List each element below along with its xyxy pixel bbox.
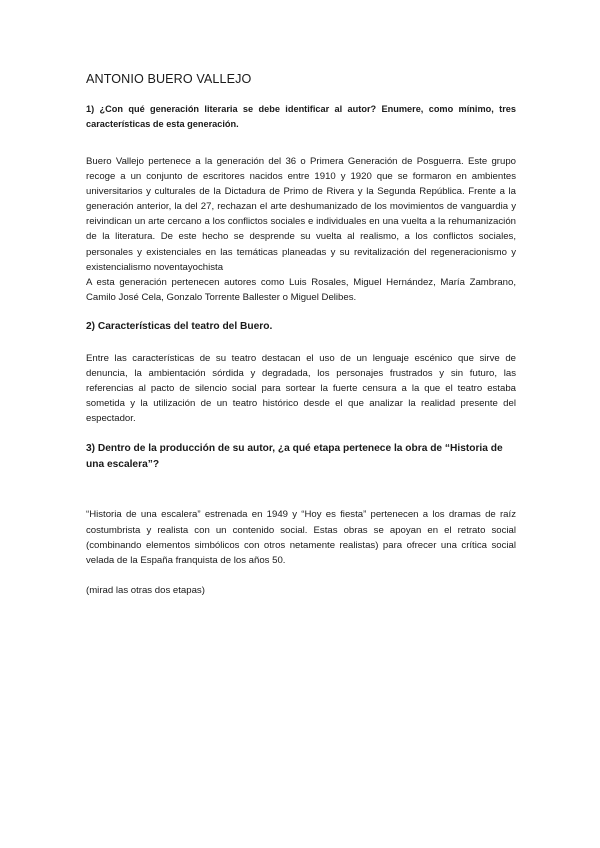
answer-1-paragraph-1: Buero Vallejo pertenece a la generación del 36 o Primera Generación de Posguerra. Este grupo recoge a un conjunto de escritores nacidos entre 1910 y 1920 que se formaron en ambientes universitarios y culturales de la Dictadura de Primo de Rivera y la Segunda República. Frente a la generación anterior, la del 27, rechazan el arte deshumanizado de los movimientos de vanguardia y reivindican un arte cercano a los conflictos sociales e individuales en una vuelta a la rehumanización de la literatura. De este hecho se desprende su vuelta al realismo, a los conflictos sociales, personales y existenciales en las temáticas planeadas y su revitalización del regeneracionismo y existencialismo noventayochista bbox=[86, 156, 516, 273]
question-3-heading: 3) Dentro de la producción de su autor, ¿a qué etapa pertenece la obra de “Historia de una escalera”? bbox=[86, 443, 503, 471]
question-2-heading: 2) Características del teatro del Buero. bbox=[86, 320, 273, 332]
document-page bbox=[86, 72, 516, 598]
answer-2-paragraph: Entre las características de su teatro destacan el uso de un lenguaje escénico que sirve de denuncia, la ambientación sórdida y degradada, los personajes frustrados y sin futuro, las referencias al pacto de silencio social para sortear la fuerte censura a la que el teatro estaba sometida y la utilización de un teatro histórico desde el que analizar la realidad presente del espectador. bbox=[86, 352, 516, 425]
document-title: ANTONIO BUERO VALLEJO bbox=[86, 72, 252, 86]
answer-3-note: (mirad las otras dos etapas) bbox=[86, 584, 205, 596]
answer-3-paragraph: “Historia de una escalera” estrenada en 1949 y “Hoy es fiesta” pertenecen a los dramas de raíz costumbrista y realista con un contenido social. Estas obras se apoyan en el retrato social (combinando elementos simbólicos con otros netamente realistas) para ofrecer una crítica social velada de la España franquista de los años 50. bbox=[86, 509, 516, 566]
question-1: 1) ¿Con qué generación literaria se debe identificar al autor? Enumere, como mínimo, tres características de esta generación. bbox=[86, 104, 516, 129]
answer-1-paragraph-2: A esta generación pertenecen autores como Luis Rosales, Miguel Hernández, María Zambrano, Camilo José Cela, Gonzalo Torrente Ballester o Miguel Delibes. bbox=[86, 276, 516, 303]
